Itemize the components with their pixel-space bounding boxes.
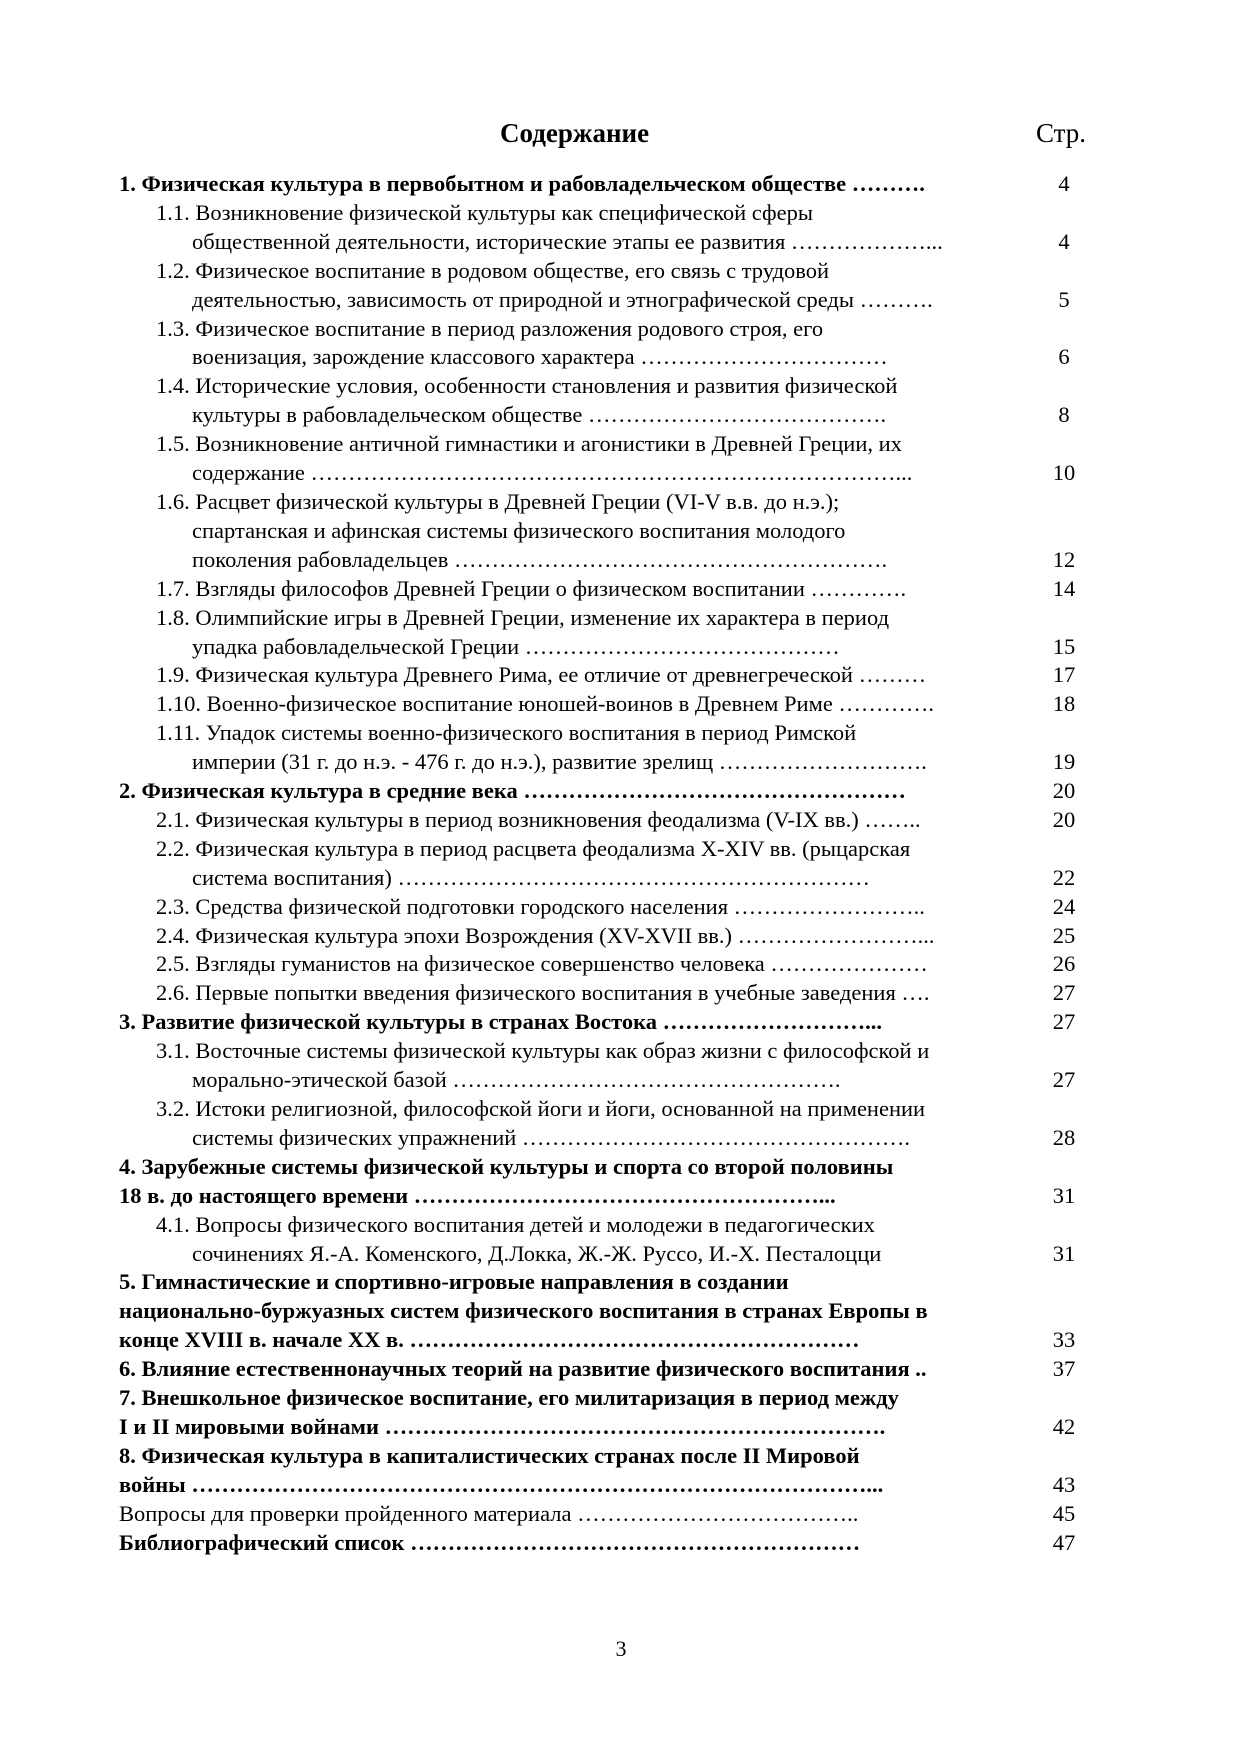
toc-entry [119, 1008, 1099, 1037]
toc-entry-text-line: 1.5. Возникновение античной гимнастики и агонистики в Древней Греции, их [156, 431, 902, 457]
toc-entry-page: 45 [1052, 1500, 1076, 1526]
toc-entry-text-line: 2.2. Физическая культура в период расцвета феодализма X-XIV вв. (рыцарская [156, 835, 911, 861]
toc-entry [119, 1529, 1099, 1558]
toc-entry-text-line: 1.4. Исторические условия, особенности становления и развития физической [156, 373, 898, 399]
toc-entry [119, 1355, 1099, 1384]
toc-entry-text-line: 18 в. до настоящего времени ………………………………………………... [119, 1182, 836, 1208]
toc-entry-text-line: конце XVIII в. начале XX в. …………………………………………………… [119, 1327, 860, 1353]
toc-entry [119, 806, 1099, 835]
toc-entry-text-line: 1.6. Расцвет физической культуры в Древней Греции (VI-V в.в. до н.э.); [156, 488, 840, 514]
toc-entry-page: 14 [1052, 575, 1076, 601]
toc-title: Содержание [500, 118, 650, 148]
toc-entry-page: 47 [1052, 1529, 1076, 1555]
toc-entry-text-line: содержание ……………………………………………………………………... [192, 460, 913, 486]
toc-entry-page: 28 [1052, 1124, 1076, 1150]
toc-entry [119, 719, 1099, 777]
toc-entry [119, 1095, 1099, 1153]
toc-entry [119, 777, 1099, 806]
toc-entry [119, 372, 1099, 430]
toc-entry-page: 19 [1052, 749, 1076, 775]
toc-entry-page: 4 [1058, 171, 1070, 196]
toc-entry-text-line: культуры в рабовладельческом обществе …………………………………. [192, 402, 887, 428]
toc-entry-text-line: 1.11. Упадок системы военно-физического воспитания в период Римской [156, 720, 857, 746]
toc-entry-text-line: система воспитания) ……………………………………………………… [192, 864, 871, 890]
toc-entry-text-line: деятельностью, зависимость от природной и этнографической среды ………. [192, 286, 933, 312]
toc-entry-page: 8 [1058, 402, 1070, 428]
toc-entry [119, 661, 1099, 690]
toc-entry-text-line: национально-буржуазных систем физического воспитания в странах Европы в [119, 1298, 928, 1324]
table-of-contents [119, 170, 1099, 1558]
toc-entry-text-line: 1.10. Военно-физическое воспитание юношей-воинов в Древнем Риме …………. [156, 691, 935, 717]
toc-entry-page: 20 [1052, 778, 1076, 804]
page-column-label: Стр. [1036, 118, 1087, 148]
toc-entry-text-line: 2.1. Физическая культуры в период возникновения феодализма (V-IX вв.) …….. [156, 806, 921, 832]
toc-entry-page: 15 [1052, 633, 1076, 659]
toc-entry-text-line: 2.6. Первые попытки введения физического воспитания в учебные заведения …. [156, 980, 930, 1006]
toc-entry-text-line: 4.1. Вопросы физического воспитания детей и молодежи в педагогических [156, 1211, 875, 1237]
toc-entry-text-line: 1.7. Взгляды философов Древней Греции о физическом воспитании …………. [156, 575, 907, 601]
toc-entry-text-line: войны ………………………………………………………………………………... [119, 1471, 884, 1497]
toc-entry-text-line: 3.1. Восточные системы физической культуры как образ жизни с философской и [156, 1038, 930, 1064]
toc-entry [119, 835, 1099, 893]
toc-entry-page: 6 [1058, 344, 1070, 370]
toc-entry-text-line: 3. Развитие физической культуры в странах Востока ………………………... [119, 1009, 883, 1035]
toc-entry-text-line: 2.4. Физическая культура эпохи Возрождения (XV-XVII вв.) ……………………... [156, 922, 935, 948]
toc-entry-text-line: 2.5. Взгляды гуманистов на физическое совершенство человека ………………… [156, 951, 928, 977]
toc-entry [119, 979, 1099, 1008]
toc-entry [119, 575, 1099, 604]
toc-entry-text-line: 7. Внешкольное физическое воспитание, его милитаризация в период между [119, 1385, 899, 1411]
toc-entry-text-line: 4. Зарубежные системы физической культуры и спорта со второй половины [119, 1153, 894, 1179]
toc-entry-text-line: 2.3. Средства физической подготовки городского населения …………………….. [156, 893, 925, 919]
toc-entry-page: 26 [1052, 951, 1076, 977]
toc-entry-text-line: морально-этической базой ……………………………………………. [192, 1067, 841, 1093]
toc-entry [119, 1211, 1099, 1269]
toc-entry-page: 24 [1052, 893, 1076, 919]
toc-entry-text-line: 1. Физическая культура в первобытном и рабовладельческом обществе ………. [119, 171, 925, 196]
toc-entry [119, 1268, 1099, 1355]
toc-entry-text-line: 1.3. Физическое воспитание в период разложения родового строя, его [156, 315, 824, 341]
toc-entry-page: 5 [1058, 286, 1070, 312]
toc-entry-text-line: 8. Физическая культура в капиталистических странах после II Мировой [119, 1442, 860, 1468]
toc-entry-page: 31 [1052, 1182, 1076, 1208]
toc-entry-text-line: I и II мировыми войнами …………………………………………………………. [119, 1413, 886, 1439]
toc-entry [119, 922, 1099, 951]
toc-entry-text-line: 5. Гимнастические и спортивно-игровые направления в создании [119, 1269, 789, 1295]
toc-entry-page: 12 [1052, 546, 1076, 572]
toc-entry [119, 1037, 1099, 1095]
toc-entry-text-line: спартанская и афинская системы физического воспитания молодого [192, 517, 846, 543]
toc-entry-page: 43 [1052, 1471, 1076, 1497]
toc-entry-text-line: империи (31 г. до н.э. - 476 г. до н.э.), развитие зрелищ ………………………. [192, 749, 927, 775]
toc-entry-page: 20 [1052, 806, 1076, 832]
toc-entry-text-line: общественной деятельности, исторические этапы ее развития ………………... [192, 228, 943, 254]
toc-entry [119, 893, 1099, 922]
toc-entry-text-line: Библиографический список …………………………………………………… [119, 1529, 861, 1555]
toc-entry-page: 10 [1052, 460, 1076, 486]
toc-entry-page: 31 [1052, 1240, 1076, 1266]
toc-entry-text-line: 1.8. Олимпийские игры в Древней Греции, изменение их характера в период [156, 604, 890, 630]
toc-entry [119, 315, 1099, 373]
toc-entry-text-line: 1.9. Физическая культура Древнего Рима, ее отличие от древнегреческой ……… [156, 662, 927, 688]
toc-entry [119, 1442, 1099, 1500]
toc-entry-page: 33 [1052, 1327, 1076, 1353]
toc-entry-page: 17 [1052, 662, 1076, 688]
toc-entry-text-line: системы физических упражнений ……………………………………………. [192, 1124, 911, 1150]
toc-entry-page: 42 [1052, 1413, 1076, 1439]
toc-entry [119, 950, 1099, 979]
toc-entry [119, 257, 1099, 315]
toc-entry-text-line: военизация, зарождение классового характера …………………………… [192, 344, 888, 370]
toc-entry-page: 22 [1052, 864, 1076, 890]
toc-entry-text-line: сочинениях Я.-А. Коменского, Д.Локка, Ж.-Ж. Руссо, И.-Х. Песталоцци [192, 1240, 882, 1266]
toc-entry [119, 199, 1099, 257]
toc-entry-text-line: поколения рабовладельцев …………………………………………………. [192, 546, 888, 572]
toc-entry [119, 690, 1099, 719]
toc-entry-page: 37 [1052, 1356, 1076, 1382]
toc-entry [119, 488, 1099, 575]
toc-entry-text-line: 2. Физическая культура в средние века …………………………………………… [119, 778, 906, 804]
toc-entry-page: 25 [1052, 922, 1076, 948]
toc-entry-page: 27 [1052, 1009, 1076, 1035]
toc-entry [119, 430, 1099, 488]
toc-entry [119, 1500, 1099, 1529]
toc-entry [119, 1384, 1099, 1442]
toc-entry-text-line: Вопросы для проверки пройденного материала ……………………………….. [119, 1500, 859, 1526]
toc-entry-page: 27 [1052, 1067, 1076, 1093]
toc-entry [119, 1153, 1099, 1211]
toc-entry-text-line: 1.2. Физическое воспитание в родовом обществе, его связь с трудовой [156, 257, 830, 283]
toc-entry-page: 18 [1052, 691, 1076, 717]
toc-entry-text-line: 3.2. Истоки религиозной, философской йоги и йоги, основанной на применении [156, 1096, 926, 1121]
toc-entry-text-line: упадка рабовладельческой Греции …………………………………… [192, 633, 840, 659]
page-number: 3 [615, 1636, 627, 1661]
toc-entry-text-line: 6. Влияние естественнонаучных теорий на развитие физического воспитания .. [119, 1356, 927, 1382]
toc-entry-page: 27 [1052, 980, 1076, 1006]
toc-entry [119, 170, 1099, 199]
toc-entry-page: 4 [1058, 228, 1070, 254]
toc-entry [119, 604, 1099, 662]
toc-entry-text-line: 1.1. Возникновение физической культуры как специфической сферы [156, 199, 813, 225]
